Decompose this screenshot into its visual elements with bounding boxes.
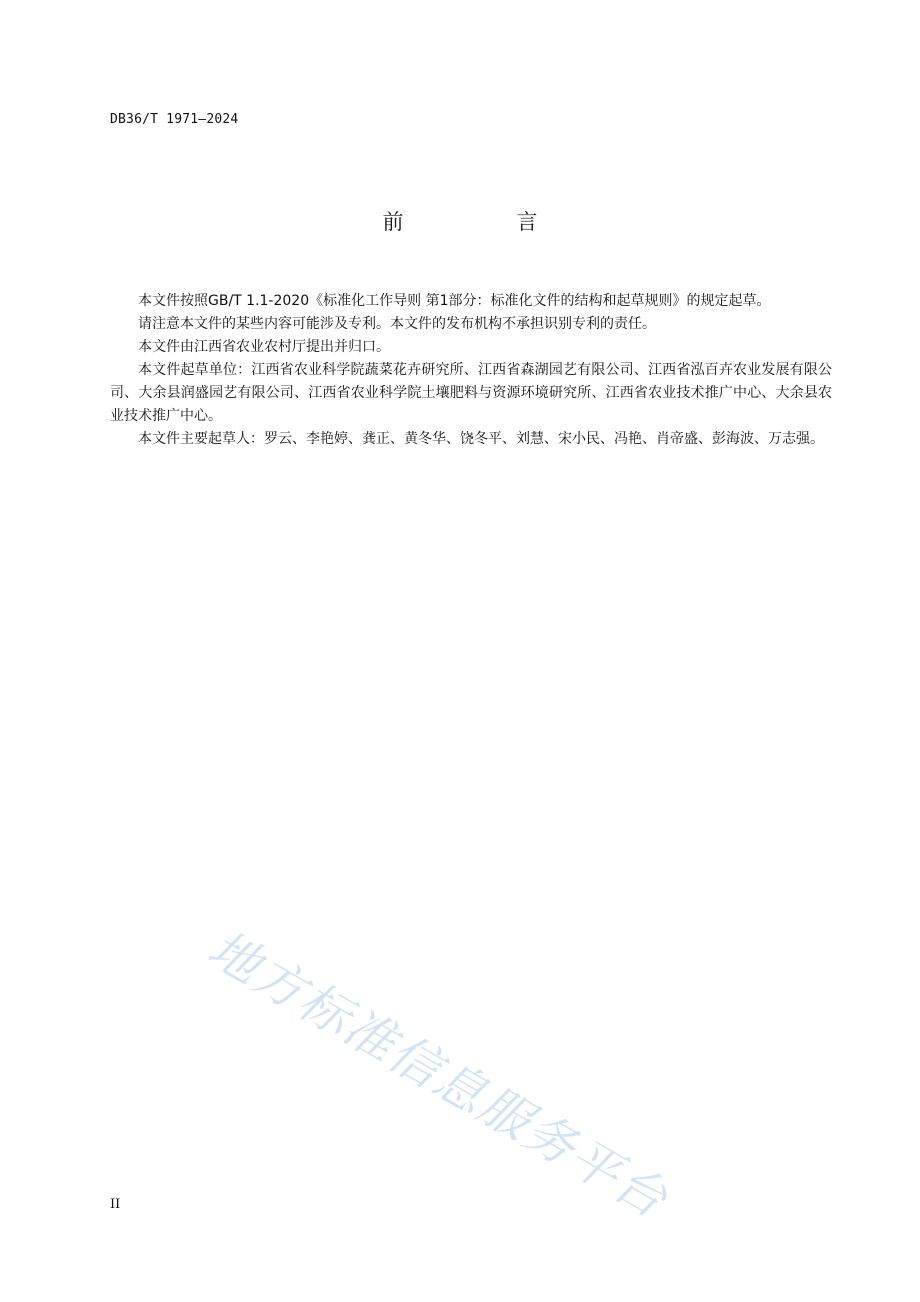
paragraph-drafting-units: 本文件起草单位：江西省农业科学院蔬菜花卉研究所、江西省森湖园艺有限公司、江西省泓百卉农业发展有限公司、大余县润盛园艺有限公司、江西省农业科学院土壤肥料与资源环境研究所、江西省农业技术推广中心、大余县农业技术推广中心。 [110, 362, 832, 424]
paragraph-drafters: 本文件主要起草人：罗云、李艳婷、龚正、黄冬华、饶冬平、刘慧、宋小民、冯艳、肖帝盛、彭海波、万志强。 [138, 431, 824, 447]
watermark: 地方标准信息服务平台 [198, 919, 678, 1230]
standard-code: DB36/T 1971—2024 [110, 112, 239, 127]
page-number: II [110, 1197, 121, 1212]
page-title: 前 言 [382, 210, 584, 234]
paragraph-patent-notice: 请注意本文件的某些内容可能涉及专利。本文件的发布机构不承担识别专利的责任。 [138, 316, 656, 332]
paragraph-drafting-rules: 本文件按照GB/T 1.1-2020《标准化工作导则 第1部分：标准化文件的结构和起草规则》的规定起草。 [138, 293, 771, 309]
paragraph-proposer: 本文件由江西省农业农村厅提出并归口。 [138, 339, 390, 355]
foreword-body [110, 290, 832, 451]
